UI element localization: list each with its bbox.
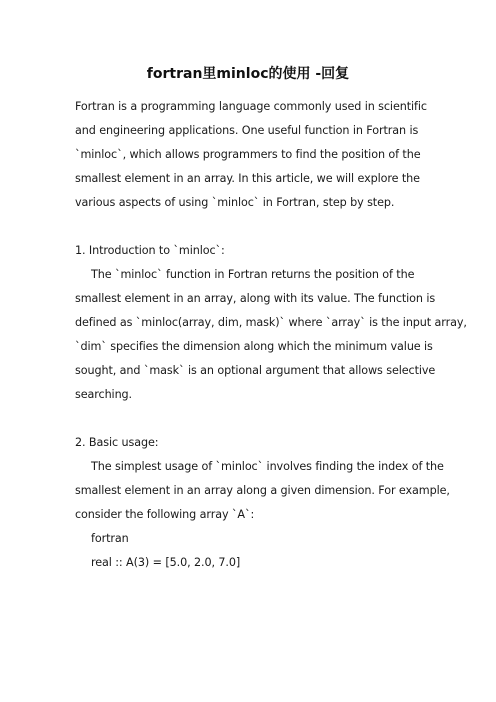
document-title: fortran里minloc的使用 -回复 [146,66,350,82]
section-1-line: defined as `minloc(array, dim, mask)` where `array` is the input array, [75,316,467,329]
section-2-line: smallest element in an array along a given dimension. For example, [75,484,450,497]
intro-line: `minloc`, which allows programmers to find the position of the [75,148,421,161]
section-2-heading: 2. Basic usage: [75,436,159,449]
section-1-line: searching. [75,388,133,401]
intro-line: Fortran is a programming language commonly used in scientific [75,100,427,113]
section-1-line: `dim` specifies the dimension along which the minimum value is [75,340,433,353]
document-body [75,95,467,575]
intro-line: smallest element in an array. In this article, we will explore the [75,172,420,185]
section-2-line: consider the following array `A`: [75,508,255,521]
intro-line: various aspects of using `minloc` in Fortran, step by step. [75,196,395,209]
section-1-heading: 1. Introduction to `minloc`: [75,244,225,257]
section-1-line: sought, and `mask` is an optional argument that allows selective [75,364,436,377]
paragraph-gap [75,407,435,431]
intro-line: and engineering applications. One useful function in Fortran is [75,124,419,137]
section-2-line: The simplest usage of `minloc` involves finding the index of the [91,460,444,473]
section-1-line: smallest element in an array, along with its value. The function is [75,292,436,305]
code-language-label: fortran [91,532,129,545]
code-line: real :: A(3) = [5.0, 2.0, 7.0] [91,556,241,569]
section-1-line: The `minloc` function in Fortran returns the position of the [91,268,415,281]
paragraph-gap [75,215,435,239]
